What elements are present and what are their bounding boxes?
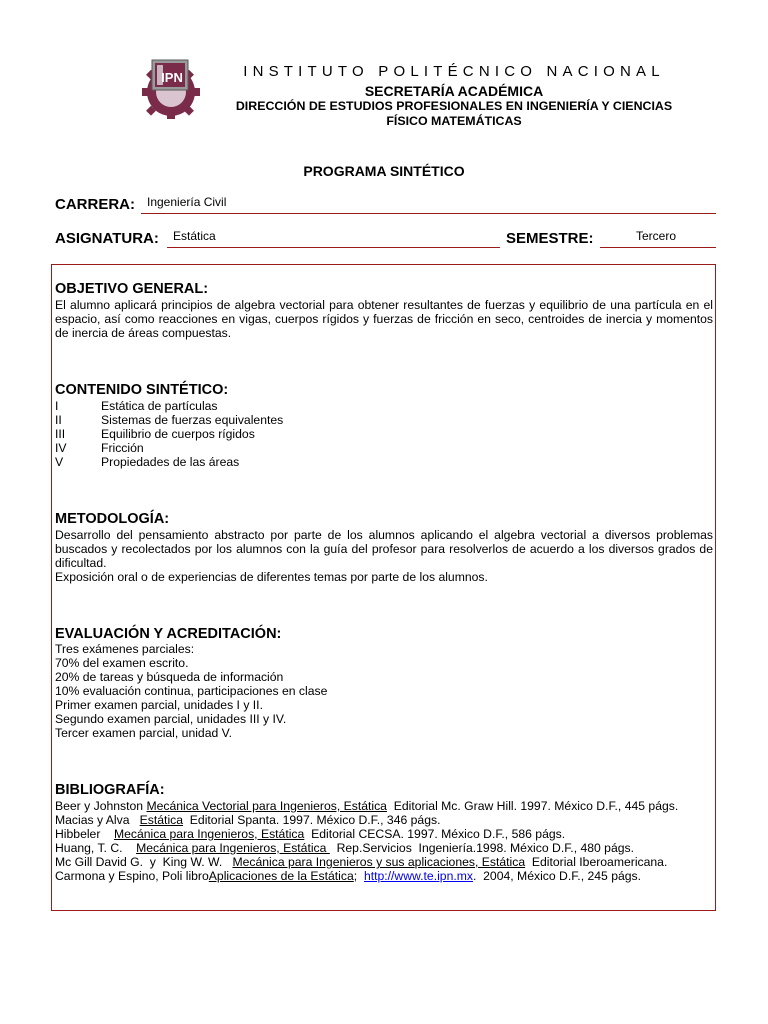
bib-title: Mecánica para Ingenieros y sus aplicaciones, Estática [232, 855, 526, 869]
evaluacion-line: 20% de tareas y búsqueda de información [55, 670, 284, 684]
bib-entry [55, 869, 713, 883]
objetivo-heading: OBJETIVO GENERAL: [55, 281, 209, 297]
list-item-text: Sistemas de fuerzas equivalentes [101, 413, 284, 427]
list-item-text: Fricción [101, 441, 144, 455]
bib-details: Editorial Iberoamericana. [525, 855, 668, 869]
evaluacion-line: Segundo examen parcial, unidades III y IV. [55, 712, 287, 726]
metodologia-paragraph-2: Exposición oral o de experiencias de diferentes temas por parte de los alumnos. [55, 570, 488, 584]
semestre-field [600, 230, 716, 248]
institute-name: INSTITUTO POLITÉCNICO NACIONAL [243, 63, 665, 80]
semestre-value: Tercero [636, 229, 677, 243]
direccion-line2: FÍSICO MATEMÁTICAS [386, 114, 522, 128]
metodologia-paragraph-1: Desarrollo del pensamiento abstracto por parte de los alumnos aplicando el algebra vectorial a diversos problemas buscados y recolectados por los alumnos con la guía del profesor para resolverlos de acuerdo a los diversos grados de dificultad. [55, 528, 713, 570]
bib-link[interactable]: http://www.te.ipn.mx [363, 869, 473, 883]
asignatura-value: Estática [173, 229, 216, 243]
bib-entry [55, 855, 713, 869]
secretaria-name: SECRETARÍA ACADÉMICA [364, 83, 544, 99]
bib-details: Editorial Mc. Graw Hill. 1997. México D.F., 445 págs. [386, 799, 679, 813]
semestre-label: SEMESTRE: [506, 230, 594, 247]
page-title: PROGRAMA SINTÉTICO [303, 163, 465, 179]
bib-author: Mc Gill David G. y King W. W. [55, 855, 233, 869]
bib-details: . 2004, México D.F., 245 págs. [473, 869, 642, 883]
direccion-name [200, 99, 708, 129]
bib-entry [55, 799, 713, 813]
objetivo-text: El alumno aplicará principios de algebra vectorial para obtener resultantes de fuerzas y equilibrio de una partícula en el espacio, así como reacciones en vigas, cuerpos rígidos y fuerzas de fricción en seco, centroides de inercia y momentos de inercia de áreas compuestas. [55, 298, 713, 340]
bib-title: Aplicaciones de la Estática [208, 869, 354, 883]
bib-author: Hibbeler [55, 827, 114, 841]
bib-entry [55, 827, 713, 841]
bib-separator: ; [353, 869, 364, 883]
evaluacion-line: 70% del examen escrito. [55, 656, 189, 670]
list-item-text: Estática de partículas [101, 399, 218, 413]
evaluacion-heading: EVALUACIÓN Y ACREDITACIÓN: [55, 626, 282, 642]
list-item-number: I [55, 399, 59, 413]
evaluacion-line: 10% evaluación continua, participaciones en clase [55, 684, 328, 698]
asignatura-field [167, 230, 500, 248]
contenido-heading: CONTENIDO SINTÉTICO: [55, 382, 229, 398]
bib-title: Estática [139, 813, 184, 827]
bib-title: Mecánica para Ingenieros, Estática [136, 841, 330, 855]
list-item-text: Propiedades de las áreas [101, 455, 240, 469]
svg-text:IPN: IPN [161, 70, 183, 85]
list-item-number: II [55, 413, 62, 427]
bib-author: Macias y Alva [55, 813, 140, 827]
direccion-line1: DIRECCIÓN DE ESTUDIOS PROFESIONALES EN INGENIERÍA Y CIENCIAS [235, 99, 673, 113]
evaluacion-list [55, 642, 327, 740]
carrera-field [141, 196, 716, 214]
evaluacion-line: Tres exámenes parciales: [55, 642, 195, 656]
bib-details: Editorial Spanta. 1997. México D.F., 346 págs. [183, 813, 441, 827]
bib-author: Beer y Johnston [55, 799, 147, 813]
bibliografia-heading: BIBLIOGRAFÍA: [55, 782, 165, 798]
evaluacion-line: Primer examen parcial, unidades I y II. [55, 698, 263, 712]
bib-entry [55, 841, 713, 855]
bib-details: Rep.Servicios Ingeniería.1998. México D.F., 480 págs. [329, 841, 634, 855]
bib-details: Editorial CECSA. 1997. México D.F., 586 págs. [304, 827, 566, 841]
list-item-text: Equilibrio de cuerpos rígidos [101, 427, 255, 441]
asignatura-label: ASIGNATURA: [55, 230, 159, 247]
evaluacion-line: Tercer examen parcial, unidad V. [55, 726, 233, 740]
bib-entry [55, 813, 713, 827]
ipn-logo-icon [138, 56, 204, 120]
bib-author: Huang, T. C. [55, 841, 137, 855]
carrera-label: CARRERA: [55, 196, 135, 213]
bib-title: Mecánica para Ingenieros, Estática [113, 827, 305, 841]
metodologia-heading: METODOLOGÍA: [55, 511, 170, 527]
bibliografia-list [55, 799, 713, 883]
bib-title: Mecánica Vectorial para Ingenieros, Estática [146, 799, 387, 813]
metodologia-text [55, 528, 713, 584]
bib-author: Carmona y Espino, Poli libro [55, 869, 209, 883]
list-item-number: V [55, 455, 64, 469]
list-item-number: IV [55, 441, 67, 455]
carrera-value: Ingeniería Civil [147, 195, 227, 209]
list-item-number: III [55, 427, 66, 441]
